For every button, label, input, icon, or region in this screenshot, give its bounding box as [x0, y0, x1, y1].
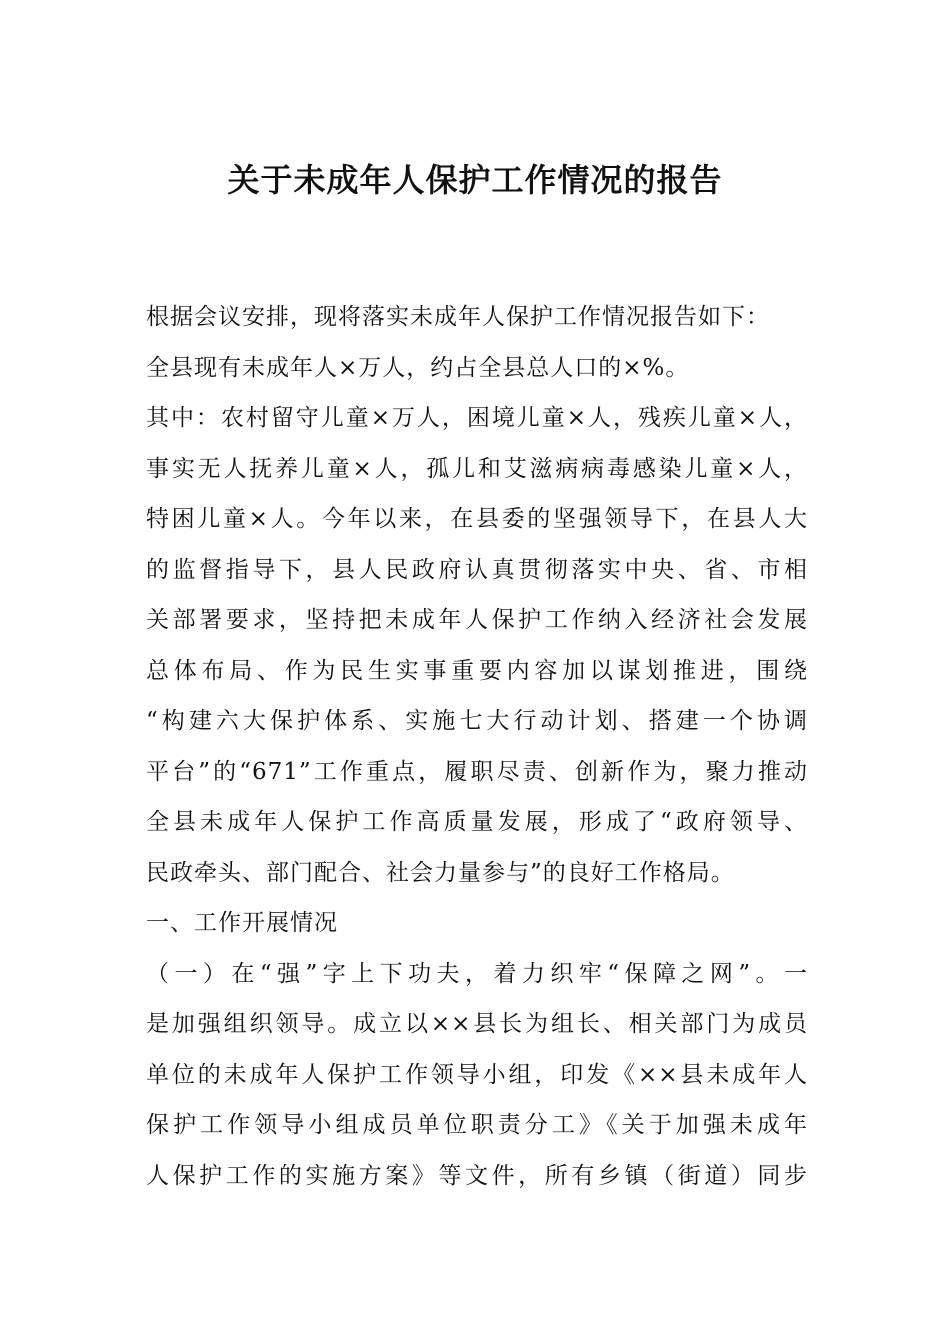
body-line-5: 特困儿童×人。今年以来，在县委的坚强领导下，在县人大: [146, 506, 808, 532]
body-line-1: 根据会议安排，现将落实未成年人保护工作情况报告如下：: [146, 304, 770, 330]
document-body: [146, 292, 808, 1201]
body-line-4: 事实无人抚养儿童×人，孤儿和艾滋病病毒感染儿童×人，: [146, 455, 808, 482]
body-line-6: 的监督指导下，县人民政府认真贯彻落实中央、省、市相: [146, 556, 808, 583]
body-line-14: （一）在“强”字上下功夫，着力织牢“保障之网”。一: [146, 960, 808, 987]
body-line-11: 全县未成年人保护工作高质量发展，形成了“政府领导、: [146, 809, 808, 835]
body-line-2: 全县现有未成年人×万人，约占全县总人口的×%。: [146, 354, 690, 381]
body-line-8: 总体布局、作为民生实事重要内容加以谋划推进，围绕: [146, 657, 808, 684]
body-line-7: 关部署要求，坚持把未成年人保护工作纳入经济社会发展: [146, 607, 808, 633]
section-heading: 一、工作开展情况: [146, 910, 338, 936]
body-line-9: “构建六大保护体系、实施七大行动计划、搭建一个协调: [146, 708, 808, 734]
body-line-18: 人保护工作的实施方案》等文件，所有乡镇（街道）同步: [146, 1162, 808, 1189]
body-line-15: 是加强组织领导。成立以××县长为组长、相关部门为成员: [146, 1011, 808, 1037]
body-line-12: 民政牵头、部门配合、社会力量参与”的良好工作格局。: [146, 859, 735, 886]
body-line-3: 其中：农村留守儿童×万人，困境儿童×人，残疾儿童×人，: [146, 405, 808, 431]
body-line-17: 保护工作领导小组成员单位职责分工》《关于加强未成年: [146, 1112, 808, 1138]
document-title: 关于未成年人保护工作情况的报告: [227, 161, 723, 199]
body-line-16: 单位的未成年人保护工作领导小组，印发《××县未成年人: [146, 1061, 808, 1088]
body-line-10: 平台”的“671”工作重点，履职尽责、创新作为，聚力推动: [146, 758, 808, 785]
